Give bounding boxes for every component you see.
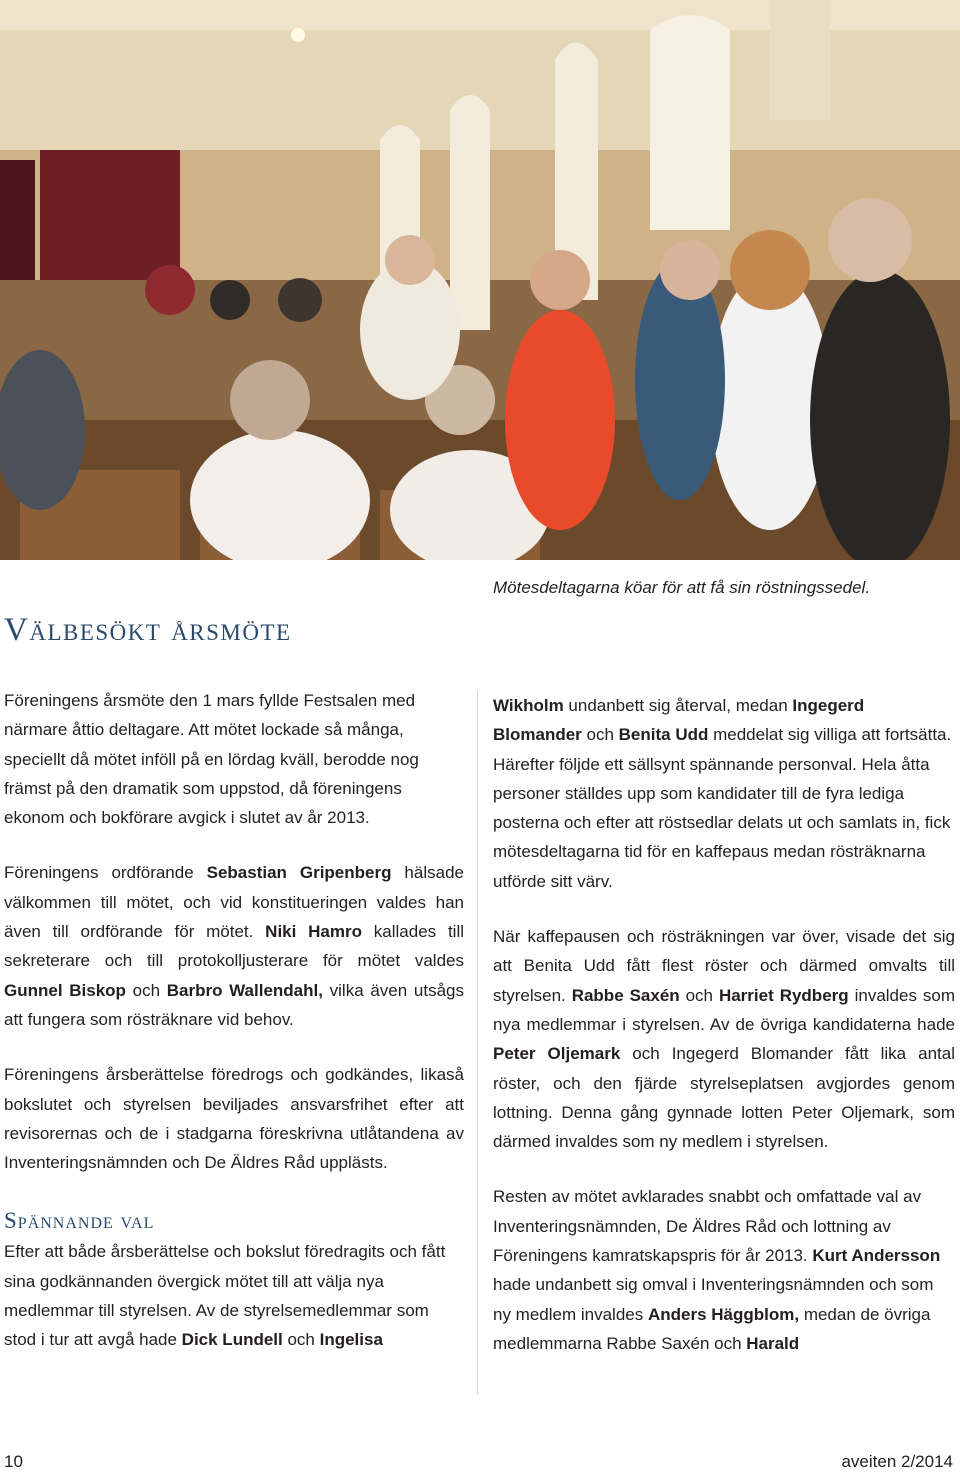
text-span: Resten av mötet avklarades snabbt och omfattade val av Inventeringsnämnden, De Äldres Råd och lottning av Föreningens kamratskapspris för år 2013. — [493, 1187, 922, 1266]
publication-footer: aveiten 2/2014 — [841, 1452, 953, 1471]
paragraph-results — [493, 922, 955, 1156]
text-span: och — [282, 1330, 320, 1350]
person-name: Peter Oljemark — [493, 1044, 621, 1064]
paragraph-chair — [4, 858, 464, 1034]
article-title: Välbesökt årsmöte — [4, 612, 292, 648]
person-name: Sebastian Gripenberg — [206, 863, 392, 883]
person-name: Wikholm — [493, 696, 564, 715]
text-span: och — [125, 980, 167, 1000]
text-span: kallades till sekreterare och till protokolljusterare för mötet valdes — [4, 922, 465, 971]
text-span: När kaffepausen och rösträkningen var över, visade det sig att Benita Udd fått flest röster och därmed omvalts till styrelsen. — [493, 927, 955, 1005]
person-name: Barbro Wallendahl, — [166, 980, 323, 1000]
text-span: Efter att både årsberättelse och bokslut föredragits och fått sina godkännanden övergick mötet till att välja nya medlemmar till styrelsen. Av de styrelsemedlemmar som stod i tur att avgå hade — [4, 1242, 446, 1350]
person-name: Gunnel Biskop — [4, 980, 126, 1000]
text-span: och Ingegerd Blomander fått lika antal röster, och den fjärde styrelseplatsen avgjordes genom lottning. Denna gång gynnade lotten Peter Oljemark, som därmed invaldes som ny medlem i styrelsen. — [493, 1044, 955, 1152]
person-name: Rabbe Saxén — [571, 985, 680, 1005]
person-name: Ingelisa — [319, 1330, 383, 1350]
person-name: Harriet Rydberg — [718, 985, 849, 1005]
article-column-right — [493, 691, 955, 1358]
paragraph-annual-report: Föreningens årsberättelse föredrogs och godkändes, likaså bokslutet och styrelsen beviljades ansvarsfrihet efter att revisorernas och de i stadgarna föreskrivna utlåtandena av Inventeringsnämnden och De Äldres Råd upplästs. — [4, 1065, 464, 1173]
person-name: Ingegerd Blomander — [493, 696, 865, 745]
text-span: hälsade välkommen till mötet, och vid konstitueringen valdes han även till ordförande för mötet. — [4, 863, 464, 942]
meeting-hall-illustration — [0, 0, 960, 560]
person-name: Dick Lundell — [181, 1330, 283, 1350]
column-divider — [477, 690, 478, 1395]
paragraph-elections — [4, 1237, 464, 1354]
paragraph-rest — [493, 1182, 955, 1358]
person-name: Niki Hamro — [265, 922, 362, 942]
text-span: och — [679, 985, 719, 1005]
person-name: Anders Häggblom, — [647, 1304, 800, 1324]
text-span: undanbett sig återval, medan — [563, 696, 793, 715]
text-span: invaldes som nya medlemmar i styrelsen. Av de övriga kandidaterna hade — [493, 985, 956, 1034]
page-number: 10 — [4, 1452, 23, 1471]
text-span: hade undanbett sig omval i Inventeringsnämnden och som ny medlem invaldes — [493, 1275, 934, 1324]
paragraph-candidates — [493, 691, 955, 896]
text-span: vilka även utsågs att fungera som rösträknare vid behov. — [4, 980, 464, 1029]
person-name: Kurt Andersson — [812, 1246, 941, 1266]
photo-caption: Mötesdeltagarna köar för att få sin röstningssedel. — [493, 578, 871, 597]
meeting-photo — [0, 0, 960, 560]
text-span: Föreningens ordförande — [4, 863, 207, 883]
paragraph-intro: Föreningens årsmöte den 1 mars fyllde Festsalen med närmare åttio deltagare. Att mötet lockade så många, speciellt då mötet inföll på en lördag kväll, berodde nog främst på den dramatik som uppstod, då föreningens ekonom och bokförare avgick i slutet av år 2013. — [4, 691, 419, 828]
person-name: Benita Udd — [618, 725, 709, 745]
text-span: och — [581, 725, 619, 745]
text-span: meddelat sig villiga att fortsätta. Härefter följde ett sällsynt spännande personval. Hela åtta personer ställdes upp som kandidater till de fyra lediga posterna och efter att röstsedlar delats ut och samlats in, fick mötesdeltagarna tid för en kaffepaus medan rösträknarna utförde sitt värv. — [493, 725, 952, 891]
text-span: medan de övriga medlemmarna Rabbe Saxén och — [493, 1304, 931, 1353]
person-name: Harald — [746, 1333, 800, 1353]
subheading: Spännande val — [4, 1208, 155, 1234]
article-column-left — [4, 686, 464, 1355]
